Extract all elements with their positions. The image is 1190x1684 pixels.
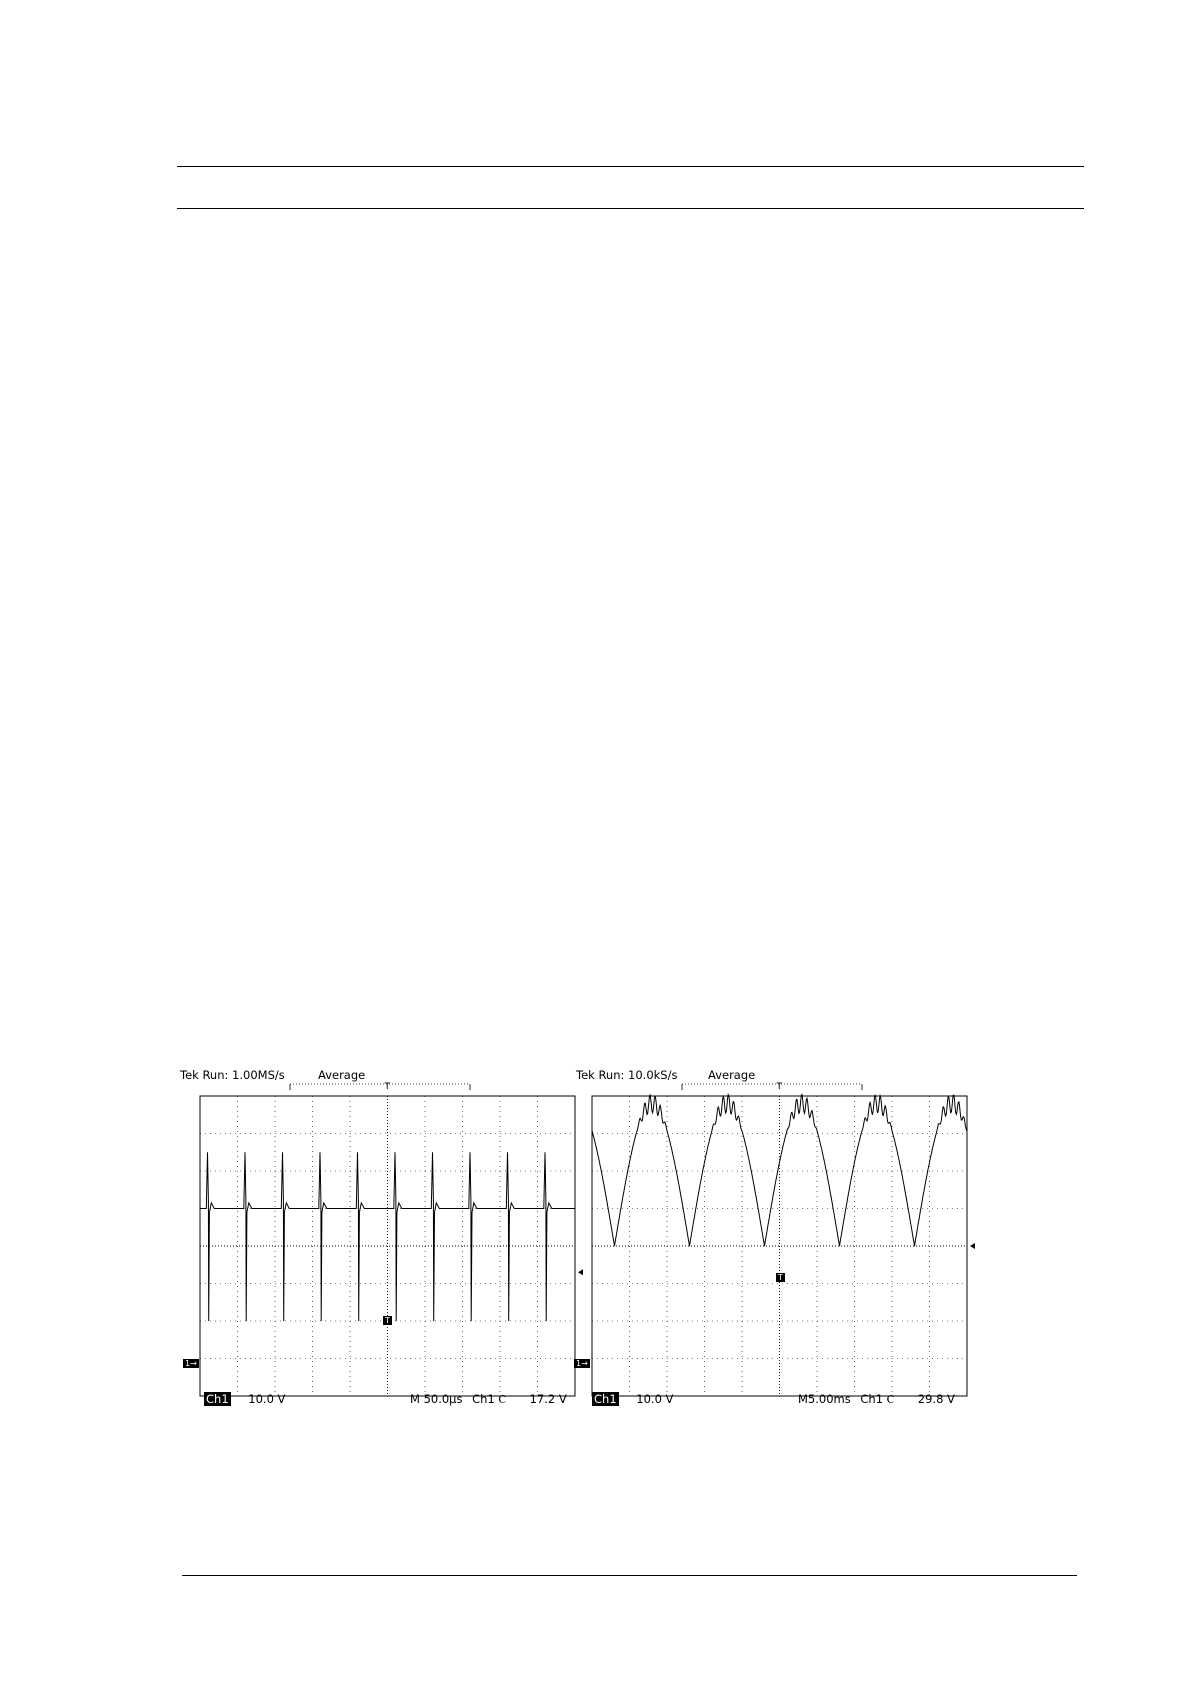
scope-1-channel-badge: Ch1 <box>206 1392 229 1406</box>
scope-2-footer-right <box>798 1392 955 1407</box>
oscilloscope-2 <box>576 1068 986 1408</box>
scope-2-scale: 10.0 V <box>636 1392 674 1406</box>
scope-2-footer <box>592 1392 673 1406</box>
scope-2-plot <box>576 1068 986 1408</box>
scope-1-ground-marker: 1→ <box>185 1359 197 1368</box>
scope-2-trigger-source: Ch1 <box>860 1392 884 1406</box>
scope-1-plot <box>180 1068 590 1408</box>
trigger-level-arrow <box>970 1243 975 1249</box>
top-rule-1 <box>177 166 1084 167</box>
bottom-rule <box>182 1575 1077 1576</box>
scope-2-acquisition: Tek Run: 10.0kS/s <box>576 1068 678 1082</box>
scope-2-trigger-marker: T <box>778 1273 783 1282</box>
oscilloscope-1 <box>180 1068 590 1408</box>
scope-2-trigger-slope-icon: Ⲥ <box>886 1392 895 1406</box>
scope-1-acquisition: Tek Run: 1.00MS/s <box>180 1068 285 1082</box>
scope-1-trigger-slope-icon: Ⲥ <box>498 1392 506 1406</box>
record-window-trigger-tick: T <box>776 1082 782 1092</box>
scope-2-channel-badge: Ch1 <box>594 1392 617 1406</box>
record-window-trigger-tick: T <box>384 1082 390 1092</box>
scope-1-trigger-marker: T <box>385 1316 390 1325</box>
scope-1-mode: Average <box>318 1068 366 1082</box>
scope-1-footer <box>204 1392 285 1406</box>
scope-1-scale: 10.0 V <box>248 1392 286 1406</box>
scope-1-trigger-source: Ch1 <box>472 1392 495 1406</box>
scope-1-timebase: M 50.0µs <box>410 1392 463 1406</box>
scope-2-mode: Average <box>708 1068 756 1082</box>
scope-2-trigger-level: 29.8 V <box>917 1392 955 1406</box>
scope-1-footer-right <box>410 1392 567 1407</box>
scope-1-trigger-level: 17.2 V <box>529 1392 567 1406</box>
scope-2-timebase: M5.00ms <box>798 1392 851 1406</box>
scope-2-ground-marker: 1→ <box>576 1359 588 1368</box>
top-rule-2 <box>177 208 1084 209</box>
